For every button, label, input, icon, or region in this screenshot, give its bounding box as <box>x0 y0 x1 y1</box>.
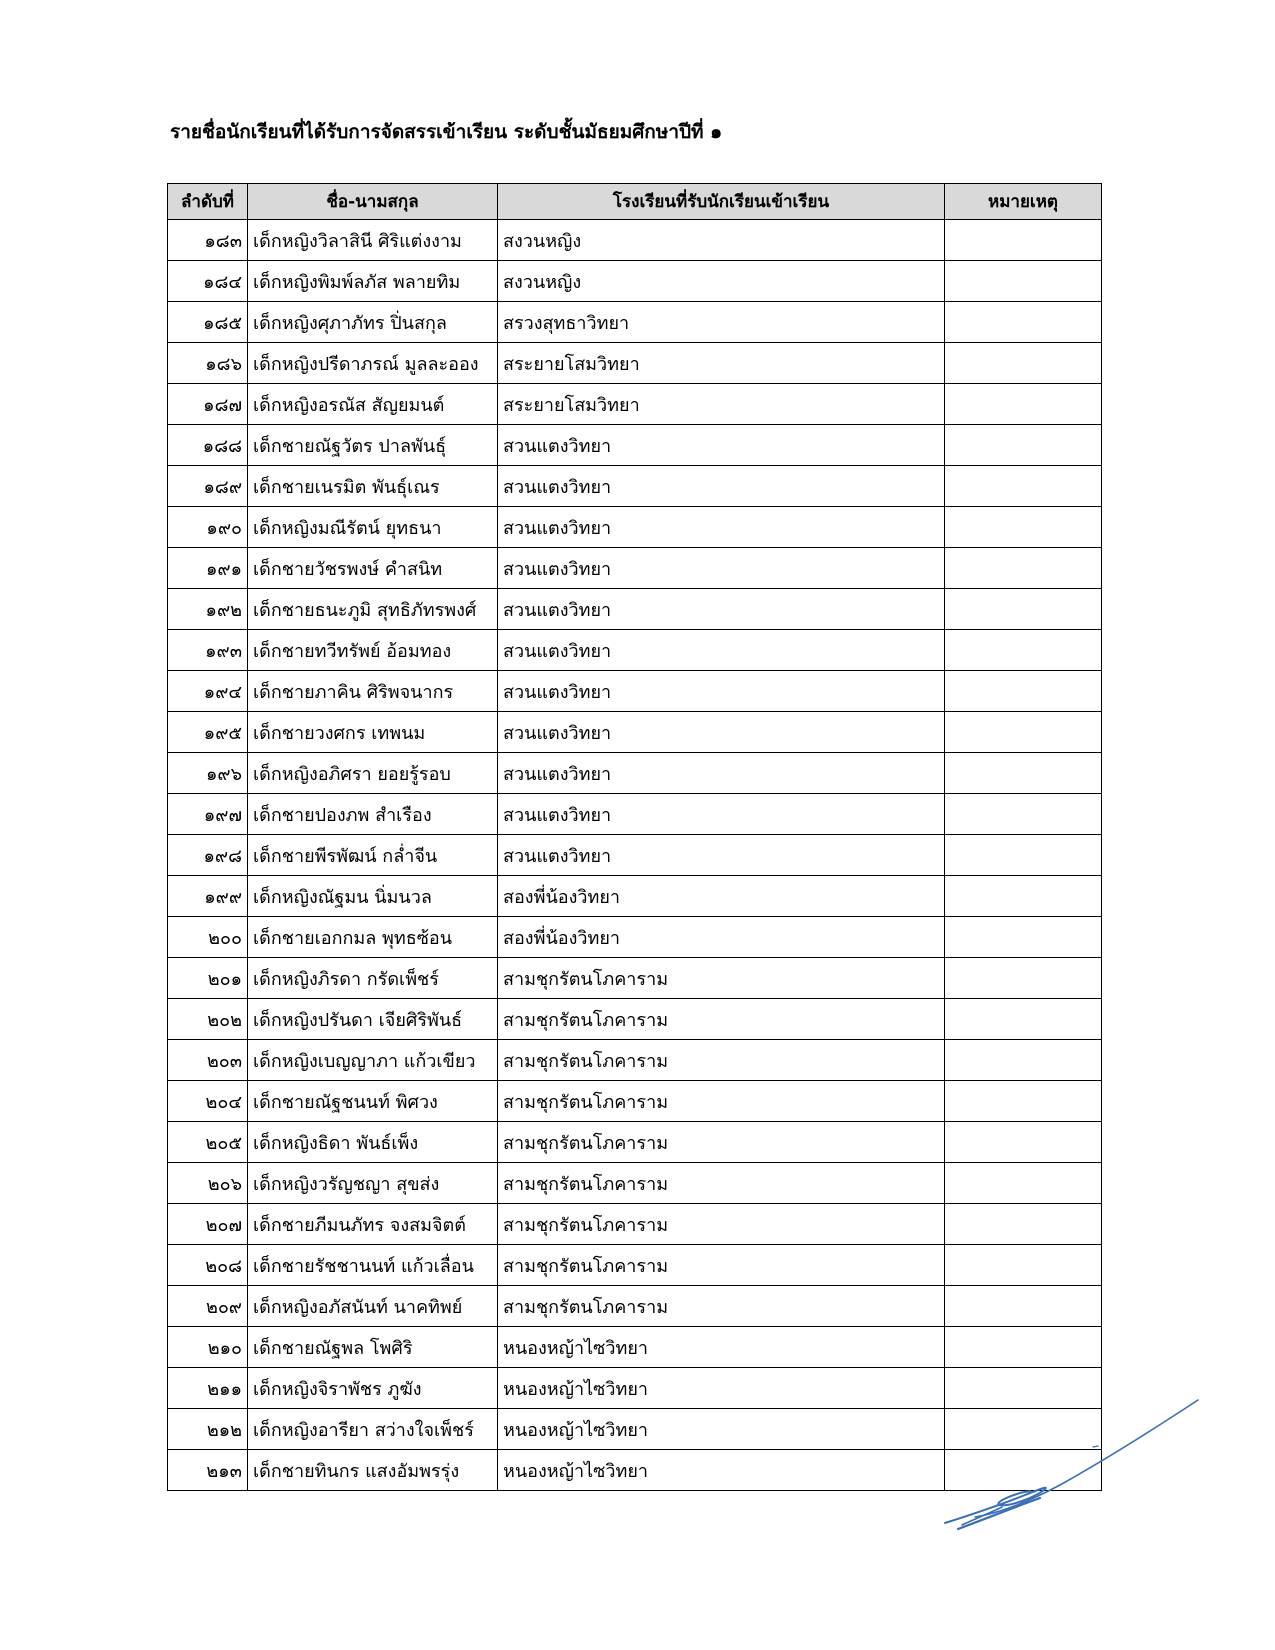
row-remark <box>945 712 1102 753</box>
table-row <box>168 302 1102 343</box>
row-school-name: สวนแตงวิทยา <box>498 466 945 507</box>
row-school-name: สามชุกรัตนโภคาราม <box>498 1204 945 1245</box>
row-order-number: ๑๙๓ <box>168 630 248 671</box>
row-order-number: ๑๙๒ <box>168 589 248 630</box>
row-school-name: หนองหญ้าไซวิทยา <box>498 1409 945 1450</box>
row-order-number: ๑๙๔ <box>168 671 248 712</box>
row-remark <box>945 1122 1102 1163</box>
header-order-number: ลำดับที่ <box>168 184 248 220</box>
row-school-name: สวนแตงวิทยา <box>498 548 945 589</box>
row-order-number: ๒๐๔ <box>168 1081 248 1122</box>
row-student-name: เด็กชายทวีทรัพย์ อ้อมทอง <box>248 630 498 671</box>
row-school-name: สวนแตงวิทยา <box>498 589 945 630</box>
row-remark <box>945 343 1102 384</box>
row-school-name: สามชุกรัตนโภคาราม <box>498 958 945 999</box>
row-order-number: ๒๐๘ <box>168 1245 248 1286</box>
row-remark <box>945 261 1102 302</box>
table-row <box>168 1245 1102 1286</box>
row-remark <box>945 384 1102 425</box>
row-remark <box>945 958 1102 999</box>
row-remark <box>945 1081 1102 1122</box>
row-school-name: สองพี่น้องวิทยา <box>498 917 945 958</box>
row-school-name: สวนแตงวิทยา <box>498 507 945 548</box>
table-header-row <box>168 184 1102 220</box>
row-school-name: สามชุกรัตนโภคาราม <box>498 1163 945 1204</box>
table-row <box>168 384 1102 425</box>
row-order-number: ๒๐๖ <box>168 1163 248 1204</box>
table-row <box>168 343 1102 384</box>
row-student-name: เด็กชายณัฐชนนท์ พิศวง <box>248 1081 498 1122</box>
row-remark <box>945 507 1102 548</box>
row-student-name: เด็กหญิงพิมพ์ลภัส พลายทิม <box>248 261 498 302</box>
row-student-name: เด็กหญิงภิรดา กรัดเพ็ชร์ <box>248 958 498 999</box>
row-school-name: หนองหญ้าไซวิทยา <box>498 1327 945 1368</box>
row-student-name: เด็กชายณัฐวัตร ปาลพันธุ์ <box>248 425 498 466</box>
row-order-number: ๒๐๒ <box>168 999 248 1040</box>
row-remark <box>945 835 1102 876</box>
row-order-number: ๑๘๗ <box>168 384 248 425</box>
row-school-name: สามชุกรัตนโภคาราม <box>498 1081 945 1122</box>
row-school-name: สามชุกรัตนโภคาราม <box>498 1040 945 1081</box>
table-row <box>168 1081 1102 1122</box>
table-row <box>168 917 1102 958</box>
row-remark <box>945 794 1102 835</box>
row-school-name: สระยายโสมวิทยา <box>498 384 945 425</box>
row-remark <box>945 1327 1102 1368</box>
row-school-name: สวนแตงวิทยา <box>498 753 945 794</box>
row-remark <box>945 1286 1102 1327</box>
table-row <box>168 1040 1102 1081</box>
row-order-number: ๑๘๘ <box>168 425 248 466</box>
table-row <box>168 630 1102 671</box>
row-school-name: สามชุกรัตนโภคาราม <box>498 1286 945 1327</box>
table-row <box>168 1204 1102 1245</box>
row-order-number: ๒๑๓ <box>168 1450 248 1491</box>
row-remark <box>945 917 1102 958</box>
row-order-number: ๑๙๖ <box>168 753 248 794</box>
table-row <box>168 1122 1102 1163</box>
table-row <box>168 507 1102 548</box>
row-student-name: เด็กหญิงมณีรัตน์ ยุทธนา <box>248 507 498 548</box>
row-order-number: ๑๙๗ <box>168 794 248 835</box>
row-order-number: ๑๙๐ <box>168 507 248 548</box>
row-order-number: ๒๑๐ <box>168 1327 248 1368</box>
row-student-name: เด็กชายวัชรพงษ์ คำสนิท <box>248 548 498 589</box>
header-remarks: หมายเหตุ <box>945 184 1102 220</box>
row-remark <box>945 302 1102 343</box>
row-remark <box>945 548 1102 589</box>
row-student-name: เด็กชายธนะภูมิ สุทธิภัทรพงศ์ <box>248 589 498 630</box>
row-student-name: เด็กหญิงอภิศรา ยอยรู้รอบ <box>248 753 498 794</box>
row-student-name: เด็กหญิงวรัญชญา สุขส่ง <box>248 1163 498 1204</box>
table-row <box>168 220 1102 261</box>
row-order-number: ๑๘๙ <box>168 466 248 507</box>
table-row <box>168 425 1102 466</box>
row-student-name: เด็กหญิงอภัสนันท์ นาคทิพย์ <box>248 1286 498 1327</box>
row-order-number: ๒๑๑ <box>168 1368 248 1409</box>
row-order-number: ๒๐๓ <box>168 1040 248 1081</box>
table-body <box>168 220 1102 1491</box>
table-row <box>168 261 1102 302</box>
row-order-number: ๑๙๕ <box>168 712 248 753</box>
row-school-name: สรวงสุทธาวิทยา <box>498 302 945 343</box>
table-row <box>168 589 1102 630</box>
table-row <box>168 794 1102 835</box>
row-student-name: เด็กชายเอกกมล พุทธซ้อน <box>248 917 498 958</box>
row-student-name: เด็กชายเนรมิต พันธุ์เณร <box>248 466 498 507</box>
row-remark <box>945 1163 1102 1204</box>
row-student-name: เด็กหญิงปรันดา เจียศิริพันธ์ <box>248 999 498 1040</box>
row-school-name: สงวนหญิง <box>498 261 945 302</box>
table-row <box>168 1327 1102 1368</box>
table-row <box>168 466 1102 507</box>
row-student-name: เด็กชายวงศกร เทพนม <box>248 712 498 753</box>
row-remark <box>945 589 1102 630</box>
row-order-number: ๑๙๘ <box>168 835 248 876</box>
header-receiving-school: โรงเรียนที่รับนักเรียนเข้าเรียน <box>498 184 945 220</box>
row-school-name: หนองหญ้าไซวิทยา <box>498 1450 945 1491</box>
row-student-name: เด็กหญิงปรีดาภรณ์ มูลละออง <box>248 343 498 384</box>
row-remark <box>945 999 1102 1040</box>
row-remark <box>945 425 1102 466</box>
row-order-number: ๒๐๙ <box>168 1286 248 1327</box>
row-student-name: เด็กหญิงเบญญาภา แก้วเขียว <box>248 1040 498 1081</box>
row-student-name: เด็กหญิงจิราพัชร ภูฆัง <box>248 1368 498 1409</box>
table-row <box>168 753 1102 794</box>
table-row <box>168 958 1102 999</box>
row-student-name: เด็กชายทินกร แสงอัมพรรุ่ง <box>248 1450 498 1491</box>
row-remark <box>945 220 1102 261</box>
student-allocation-table <box>167 183 1102 1491</box>
table-row <box>168 671 1102 712</box>
row-school-name: สามชุกรัตนโภคาราม <box>498 999 945 1040</box>
document-title: รายชื่อนักเรียนที่ได้รับการจัดสรรเข้าเรียน ระดับชั้นมัธยมศึกษาปีที่ ๑ <box>170 121 723 143</box>
row-student-name: เด็กหญิงณัฐมน นิ่มนวล <box>248 876 498 917</box>
table-row <box>168 1163 1102 1204</box>
row-school-name: สวนแตงวิทยา <box>498 712 945 753</box>
row-student-name: เด็กหญิงศุภาภัทร ปิ่นสกุล <box>248 302 498 343</box>
row-student-name: เด็กชายพีรพัฒน์ กล่ำจีน <box>248 835 498 876</box>
row-school-name: สวนแตงวิทยา <box>498 835 945 876</box>
table-row <box>168 876 1102 917</box>
table-row <box>168 712 1102 753</box>
row-order-number: ๑๘๓ <box>168 220 248 261</box>
row-school-name: สงวนหญิง <box>498 220 945 261</box>
row-student-name: เด็กชายรัชชานนท์ แก้วเลื่อน <box>248 1245 498 1286</box>
row-student-name: เด็กชายปองภพ สำเรือง <box>248 794 498 835</box>
table-row <box>168 548 1102 589</box>
row-student-name: เด็กชายภาคิน ศิริพจนากร <box>248 671 498 712</box>
row-school-name: สามชุกรัตนโภคาราม <box>498 1245 945 1286</box>
row-order-number: ๑๘๕ <box>168 302 248 343</box>
row-school-name: สวนแตงวิทยา <box>498 425 945 466</box>
row-student-name: เด็กหญิงอารียา สว่างใจเพ็ชร์ <box>248 1409 498 1450</box>
table-row <box>168 999 1102 1040</box>
row-order-number: ๑๘๔ <box>168 261 248 302</box>
row-student-name: เด็กชายณัฐพล โพศิริ <box>248 1327 498 1368</box>
row-school-name: สระยายโสมวิทยา <box>498 343 945 384</box>
row-school-name: สวนแตงวิทยา <box>498 630 945 671</box>
row-remark <box>945 1204 1102 1245</box>
row-remark <box>945 671 1102 712</box>
header-full-name: ชื่อ-นามสกุล <box>248 184 498 220</box>
row-order-number: ๑๙๑ <box>168 548 248 589</box>
row-student-name: เด็กชายภีมนภัทร จงสมจิตต์ <box>248 1204 498 1245</box>
table-row <box>168 1286 1102 1327</box>
row-order-number: ๒๐๕ <box>168 1122 248 1163</box>
row-order-number: ๑๘๖ <box>168 343 248 384</box>
row-school-name: หนองหญ้าไซวิทยา <box>498 1368 945 1409</box>
row-student-name: เด็กหญิงอรณัส สัญยมนต์ <box>248 384 498 425</box>
row-student-name: เด็กหญิงวิลาสินี ศิริแต่งงาม <box>248 220 498 261</box>
row-remark <box>945 1245 1102 1286</box>
row-order-number: ๑๙๙ <box>168 876 248 917</box>
row-order-number: ๒๑๒ <box>168 1409 248 1450</box>
row-school-name: สวนแตงวิทยา <box>498 671 945 712</box>
row-remark <box>945 753 1102 794</box>
row-school-name: สองพี่น้องวิทยา <box>498 876 945 917</box>
handwritten-signature <box>940 1395 1200 1535</box>
row-school-name: สามชุกรัตนโภคาราม <box>498 1122 945 1163</box>
row-order-number: ๒๐๑ <box>168 958 248 999</box>
row-remark <box>945 630 1102 671</box>
row-order-number: ๒๐๗ <box>168 1204 248 1245</box>
row-remark <box>945 876 1102 917</box>
table-row <box>168 835 1102 876</box>
row-remark <box>945 1040 1102 1081</box>
row-student-name: เด็กหญิงธิดา พันธ์เพ็ง <box>248 1122 498 1163</box>
row-remark <box>945 466 1102 507</box>
row-order-number: ๒๐๐ <box>168 917 248 958</box>
row-school-name: สวนแตงวิทยา <box>498 794 945 835</box>
